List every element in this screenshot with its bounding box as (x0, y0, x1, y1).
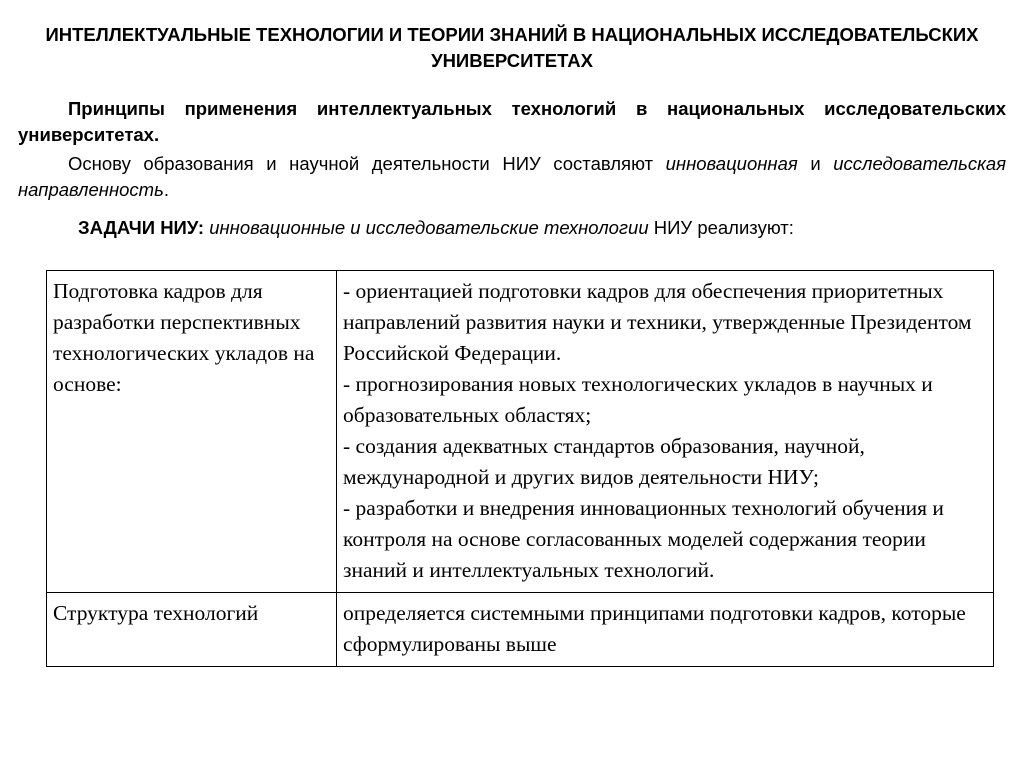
table-cell-structure: Структура технологий (47, 593, 337, 667)
tasks-line (78, 215, 1008, 241)
principles-heading: Принципы применения интеллектуальных технологий в национальных исследовательских университетах. (18, 98, 1006, 145)
table-cell-training: Подготовка кадров для разработки перспективных технологических укладов на основе: (47, 271, 337, 593)
basis-italic-research: исследовательская направленность (18, 153, 1006, 200)
list-item: определяется системными принципами подготовки кадров, которые сформулированы выше (343, 601, 966, 656)
table-row (47, 593, 994, 667)
tasks-label: ЗАДАЧИ НИУ: (78, 217, 205, 238)
list-item: - ориентацией подготовки кадров для обеспечения приоритетных направлений развития науки и техники, утвержденные Президентом Российской Федерации. (343, 279, 972, 365)
list-item: - разработки и внедрения инновационных технологий обучения и контроля на основе согласованных моделей содержания теории знаний и интеллектуальных технологий. (343, 496, 944, 582)
basis-text-end: . (163, 179, 169, 200)
table-row (47, 271, 994, 593)
tasks-table (46, 270, 994, 667)
tasks-italic: инновационные и исследовательские технологии (204, 217, 649, 238)
basis-italic-innovative: инновационная (665, 153, 798, 174)
tasks-text: НИУ реализуют: (648, 217, 794, 238)
basis-text-start: Основу образования и научной деятельности НИУ составляют (68, 153, 666, 174)
table-cell-training-details (337, 271, 994, 593)
basis-paragraph (18, 151, 1006, 203)
list-item: - создания адекватных стандартов образования, научной, международной и других видов деятельности НИУ; (343, 434, 865, 489)
basis-text-mid: и (797, 153, 834, 174)
table-cell-structure-details (337, 593, 994, 667)
list-item: - прогнозирования новых технологических укладов в научных и образовательных областях; (343, 372, 933, 427)
page-title: ИНТЕЛЛЕКТУАЛЬНЫЕ ТЕХНОЛОГИИ И ТЕОРИИ ЗНАНИЙ В НАЦИОНАЛЬНЫХ ИССЛЕДОВАТЕЛЬСКИХ УНИВЕРСИТЕТАХ (45, 24, 979, 71)
